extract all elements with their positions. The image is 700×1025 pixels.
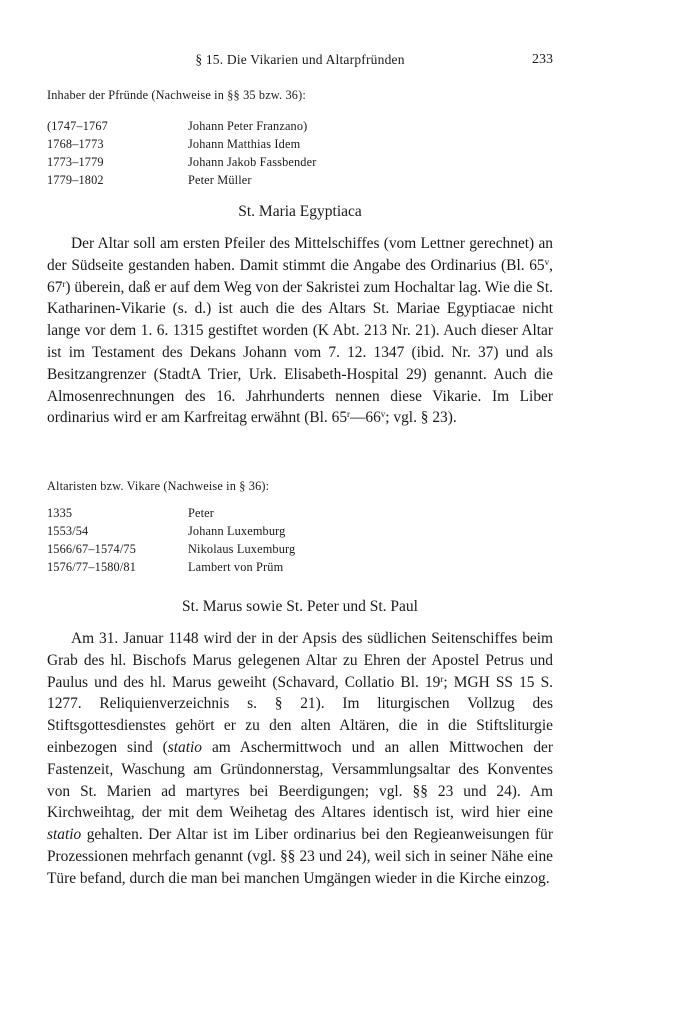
vicar-dates: 1576/77–1580/81	[47, 560, 137, 574]
holder-dates: 1773–1779	[47, 155, 104, 169]
running-title: § 15. Die Vikarien und Altarpfründen	[195, 52, 405, 67]
holder-dates: 1768–1773	[47, 137, 104, 151]
vicar-dates: 1566/67–1574/75	[47, 542, 137, 556]
list-item	[47, 153, 553, 171]
vicar-name: Lambert von Prüm	[188, 560, 284, 574]
vicars-intro: Altaristen bzw. Vikare (Nachweise in § 36):	[47, 479, 270, 493]
vicar-dates: 1335	[47, 506, 73, 520]
holder-name: Johann Peter Franzano)	[188, 119, 308, 133]
body-paragraph: Der Altar soll am ersten Pfeiler des Mittelschiffes (vom Lettner gerechnet) an der Südseite gestanden haben. Damit stimmt die Angabe des Ordinarius (Bl. 65$^v$, 67$^r$) überein, daß er auf dem Weg von der Sakristei zum Hochaltar lag. Wie die St. Katharinen-Vikarie (s. d.) ist auch die des Altars St. Mariae Egyptiacae nicht lange vor dem 1. 6. 1315 gestiftet worden (K Abt. 213 Nr. 21). Auch dieser Altar ist im Testament des Dekans Johann vom 7. 12. 1347 (ibid. Nr. 37) und als Besitzangrenzer (StadtA Trier, Urk. Elisabeth-Hospital 29) genannt. Auch die Almosenrechnungen des 16. Jahrhunderts nennen diese Vikarie. Im Liber ordinarius wird er am Karfreitag erwähnt (Bl. 65$^r$—66$^v$; vgl. § 23).	[47, 235, 553, 427]
holder-dates: (1747–1767	[47, 119, 108, 133]
holder-name: Johann Jakob Fassbender	[188, 155, 317, 169]
list-item	[47, 540, 553, 558]
holder-name: Johann Matthias Idem	[188, 137, 301, 151]
list-item	[47, 558, 553, 576]
list-item	[47, 522, 553, 540]
section-heading: St. Maria Egyptiaca	[238, 203, 362, 220]
vicar-name: Nikolaus Luxemburg	[188, 542, 296, 556]
vicars-list	[47, 504, 553, 576]
vicar-name: Johann Luxemburg	[188, 524, 286, 538]
holders-intro: Inhaber der Pfründe (Nachweise in §§ 35 bzw. 36):	[47, 88, 306, 102]
holder-name: Peter Müller	[188, 173, 252, 187]
list-item	[47, 171, 553, 189]
list-item	[47, 504, 553, 522]
list-item	[47, 135, 553, 153]
vicar-dates: 1553/54	[47, 524, 89, 538]
body-paragraph: Am 31. Januar 1148 wird der in der Apsis des südlichen Seitenschiffes beim Grab des hl. Bischofs Marus gelegenen Altar zu Ehren der Apostel Petrus und Paulus und des hl. Marus geweiht (Schavard, Collatio Bl. 19$^r$; MGH SS 15 S. 1277. Reliquienverzeichnis s. § 21). Im liturgischen Vollzug des Stiftsgottesdienstes gehört er zu den alten Altären, die in die Stiftsliturgie einbezogen sind (statio am Aschermittwoch und an allen Mittwochen der Fastenzeit, Waschung am Gründonnerstag, Versammlungsaltar des Konventes von St. Marien ad martyres bei Beerdigungen; vgl. §§ 23 und 24). Am Kirchweihtag, der mit dem Weihetag des Altares identisch ist, wird hier eine statio gehalten. Der Altar ist im Liber ordinarius bei den Regieanweisungen für Prozessionen mehrfach genannt (vgl. §§ 23 und 24), weil sich in seiner Nähe eine Türe befand, durch die man bei manchen Umgängen wieder in die Kirche einzog.	[47, 630, 554, 887]
running-head	[47, 52, 553, 72]
list-item	[47, 117, 553, 135]
holder-dates: 1779–1802	[47, 173, 104, 187]
vicar-name: Peter	[188, 506, 215, 520]
section-heading: St. Marus sowie St. Peter und St. Paul	[182, 598, 418, 615]
page-number: 233	[532, 52, 553, 67]
holders-list	[47, 117, 553, 189]
